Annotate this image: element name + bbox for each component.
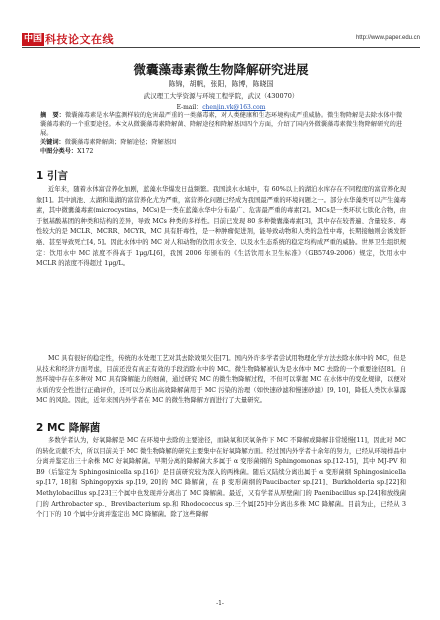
paper-affiliation: 武汉理工大学资源与环境工程学院，武汉（430070） [143, 92, 299, 100]
logo-badge: 中国 [24, 33, 43, 44]
abstract-label: 摘 要： [40, 112, 65, 119]
keywords-label: 关键词： [40, 139, 65, 146]
abstract-text: 微囊藻毒素是水华监测样较的危害最严重的一类藻毒素，对人类健康和生态环境构成严重威胁。微生物降解是去除水体中微囊藻毒素的一个重要途径。本文从微囊藻毒素降解菌、降解途径和降解基因四个方面，介绍了国内外微囊藻毒素微生物降解研究的进展。 [40, 112, 403, 138]
mc-bacteria-paragraph-1: 多数学者认为，好氧降解是 MC 在环境中去除的主要途径，而缺氧和厌氧条件下 MC 不降解或降解非常缓慢[11]，因此对 MC 的转化贡献不大，所以目前关于 MC 微生物降解的研究主要集中在好氧降解方面。经过国内外学者十余年的努力，已经从环境样品中分离并鉴定出三十余株 MC 好氧降解菌。早期分离的降解菌大多属于 α 变形菌纲的 Sphingomonas sp.[12-15]，其中 MJ-PV 和 B9（后鉴定为 Sphingosinicella sp.[16]）是目前研究较为深入的两株菌。随后又陆续分离出属于 α 变形菌纲 Sphingosinicella sp.[17, 18]和 Sphingopyxis sp.[19, 20]的 MC 降解菌，在 β 变形菌纲的Paucibacter sp.[21]、Burkholderia sp.[22]和 Methylobacillus sp.[23]三个属中也发现并分离出了 MC 降解菌。最近，又有学者从厚壁菌门的 Paenibacillus sp.[24]和放线菌门的 Arthrobacter sp.、Brevibacterium sp.和 Rhodococcus sp.三个属[25]中分离出多株 MC 降解菌。目前为止，已经从 3 个门下的 10 个属中分离并鉴定出 MC 降解菌。除了这些降解 [36, 437, 406, 519]
site-logo[interactable] [22, 32, 114, 46]
site-url[interactable]: http://www.paper.edu.cn [355, 35, 420, 41]
keywords-block [40, 139, 402, 157]
header-divider [22, 47, 420, 48]
contact-email [22, 102, 420, 111]
page-header [22, 28, 420, 48]
page-number: -1- [216, 600, 224, 607]
email-label: E-mail： [176, 104, 203, 111]
clc-line [40, 148, 402, 157]
paper-authors: 陈锦，胡帆，张阳，陈博，陈晓国 [168, 80, 274, 88]
intro-paragraph-2: MC 具有很好的稳定性，传统的水处理工艺对其去除效果欠佳[7]。国内外许多学者尝试用物理化学方法去除水体中的 MC，但是从技术和经济方面考虑，目前还没有真正有效的手段消除水中的 MC。微生物降解被认为是水体中 MC 去除的一个重要途径[8]。自然环境中存在多种对 MC 具有降解能力的细菌，通过研究 MC 的微生物降解过程，不但可以掌握 MC 在水体中的变化规律，以便对水质的安全性进行正确评价，还可以分离出高效降解菌用于 MC 污染的治理（如快速砂滤和慢速砂滤）[9, 10]，降低人类饮水暴露 MC 的风险。因此，近年来国内外学者在 MC 的微生物降解方面进行了大量研究。 [36, 355, 406, 405]
clc-text: X172 [77, 147, 94, 155]
clc-label: 中图分类号： [40, 147, 78, 155]
section-heading-intro: 1 引言 [36, 170, 68, 182]
keywords-line [40, 139, 402, 148]
paper-title: 微囊藻毒素微生物降解研究进展 [133, 62, 309, 77]
keywords-text: 微囊藻毒素降解菌；降解途径；降解基因 [64, 139, 177, 146]
section-heading-mc-bacteria: 2 MC 降解菌 [36, 422, 101, 434]
intro-paragraph-1: 近年来，随着水体富营养化加剧，蓝藻水华爆发日益频繁。我国淡水水域中，有 60%以上的湖泊水库存在不同程度的富营养化现象[1]。其中滇池、太湖和巢湖的富营养化尤为严重，富营养化问题已经成为我国最严重的环境问题之一。部分水华藻类可以产生藻毒素，其中微囊藻毒素(microcystins，MCs)是一类在蓝藻水华中分布最广、危害最严重的毒素[2]。MCs是一类环状七肽化合物，由于氨基酸基团的种类和结构的差异，导致 MCs 种类的多样性。目前已发现 80 多种微囊藻毒素[3]，其中存在较普遍、含量较多、毒性较大的是 MCLR、MCRR、MCYR。MC 具有肝毒性，是一种肿瘤促进剂，能导致动物和人类的急性中毒，长期接触则会诱发肝癌、甚至导致死亡[4, 5]。因此水体中的 MC 对人和动物的饮用水安全、以及水生态系统的稳定均构成严重的威胁。世界卫生组织规定：饮用水中 MC 浓度不得高于 1μg/L[6]，我国 2006 年颁布的《生活饮用水卫生标准》（GB5749-2006）规定，饮用水中 MCLR 的浓度不得超过 1μg/L。 [36, 186, 406, 268]
abstract [40, 111, 402, 139]
logo-text: 科技论文在线 [45, 33, 115, 46]
email-link[interactable]: chenjin.vk@163.com [202, 104, 266, 111]
